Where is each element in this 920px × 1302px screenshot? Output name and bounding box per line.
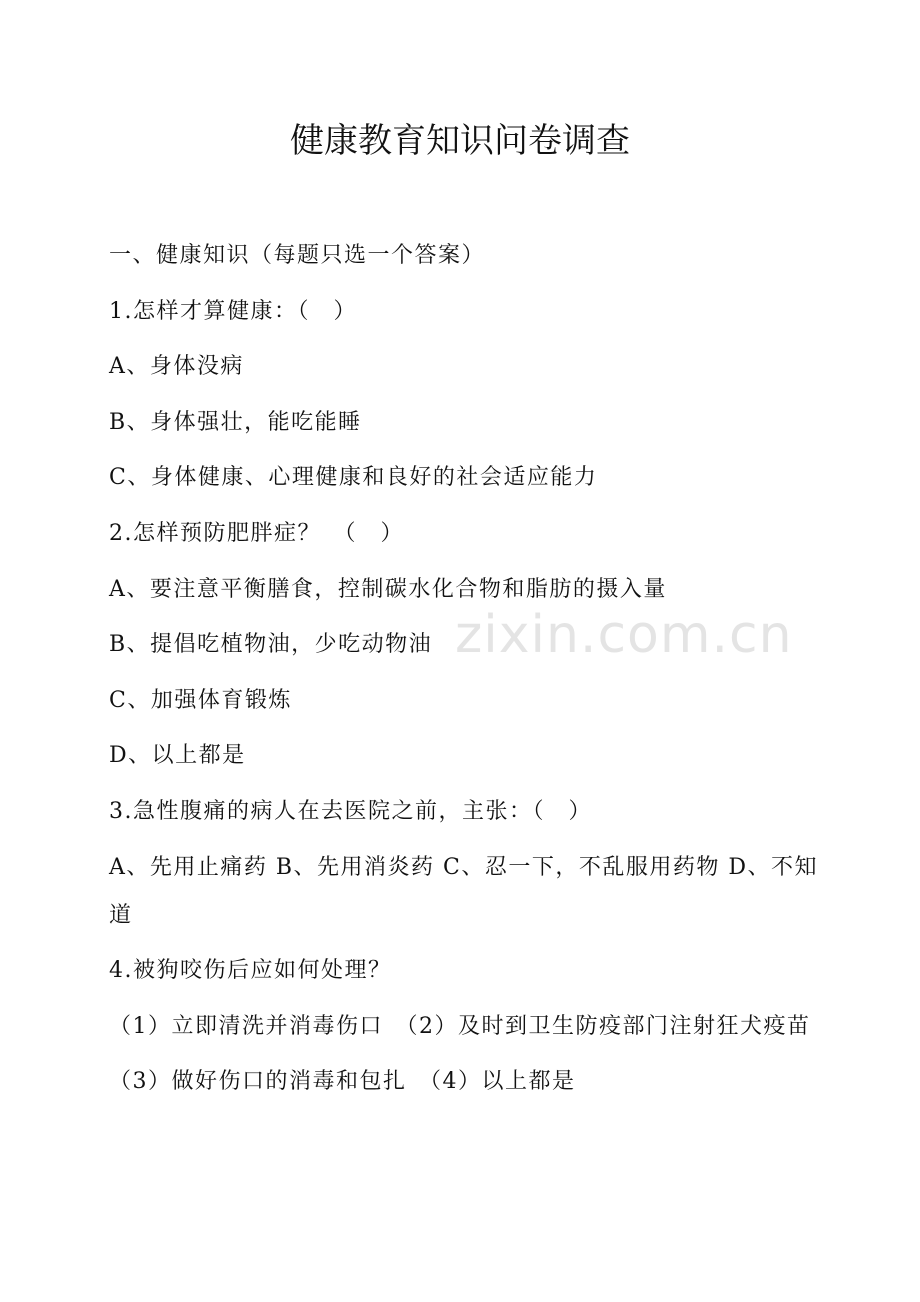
question-3: 3.急性腹痛的病人在去医院之前，主张：（ ） xyxy=(109,798,592,824)
question-4: 4.被狗咬伤后应如何处理？ xyxy=(109,958,392,984)
question-2-option-c: C、加强体育锻炼 xyxy=(109,687,292,713)
question-2-option-d: D、以上都是 xyxy=(109,743,246,769)
question-1-option-b: B、身体强壮，能吃能睡 xyxy=(109,409,362,435)
question-1-option-a: A、身体没病 xyxy=(109,354,244,380)
question-4-options-3-4: （3）做好伤口的消毒和包扎 （4）以上都是 xyxy=(109,1069,576,1095)
question-2: 2.怎样预防肥胖症？ （ ） xyxy=(109,520,404,546)
document-title: 健康教育知识问卷调查 xyxy=(290,121,630,161)
question-3-options: A、先用止痛药 B、先用消炎药 C、忍一下，不乱服用药物 D、不知道 xyxy=(109,854,819,928)
questionnaire-body xyxy=(109,232,821,1114)
question-1: 1.怎样才算健康：（ ） xyxy=(109,298,357,324)
question-1-option-c: C、身体健康、心理健康和良好的社会适应能力 xyxy=(109,465,598,491)
watermark-text: zixin.com.cn xyxy=(455,605,793,665)
question-2-option-a: A、要注意平衡膳食，控制碳水化合物和脂肪的摄入量 xyxy=(109,576,667,602)
section-heading: 一、健康知识（每题只选一个答案） xyxy=(109,243,486,268)
question-4-options-1-2: （1）立即清洗并消毒伤口 （2）及时到卫生防疫部门注射狂犬疫苗 xyxy=(109,1013,811,1039)
question-2-option-b: B、提倡吃植物油，少吃动物油 xyxy=(109,632,433,658)
